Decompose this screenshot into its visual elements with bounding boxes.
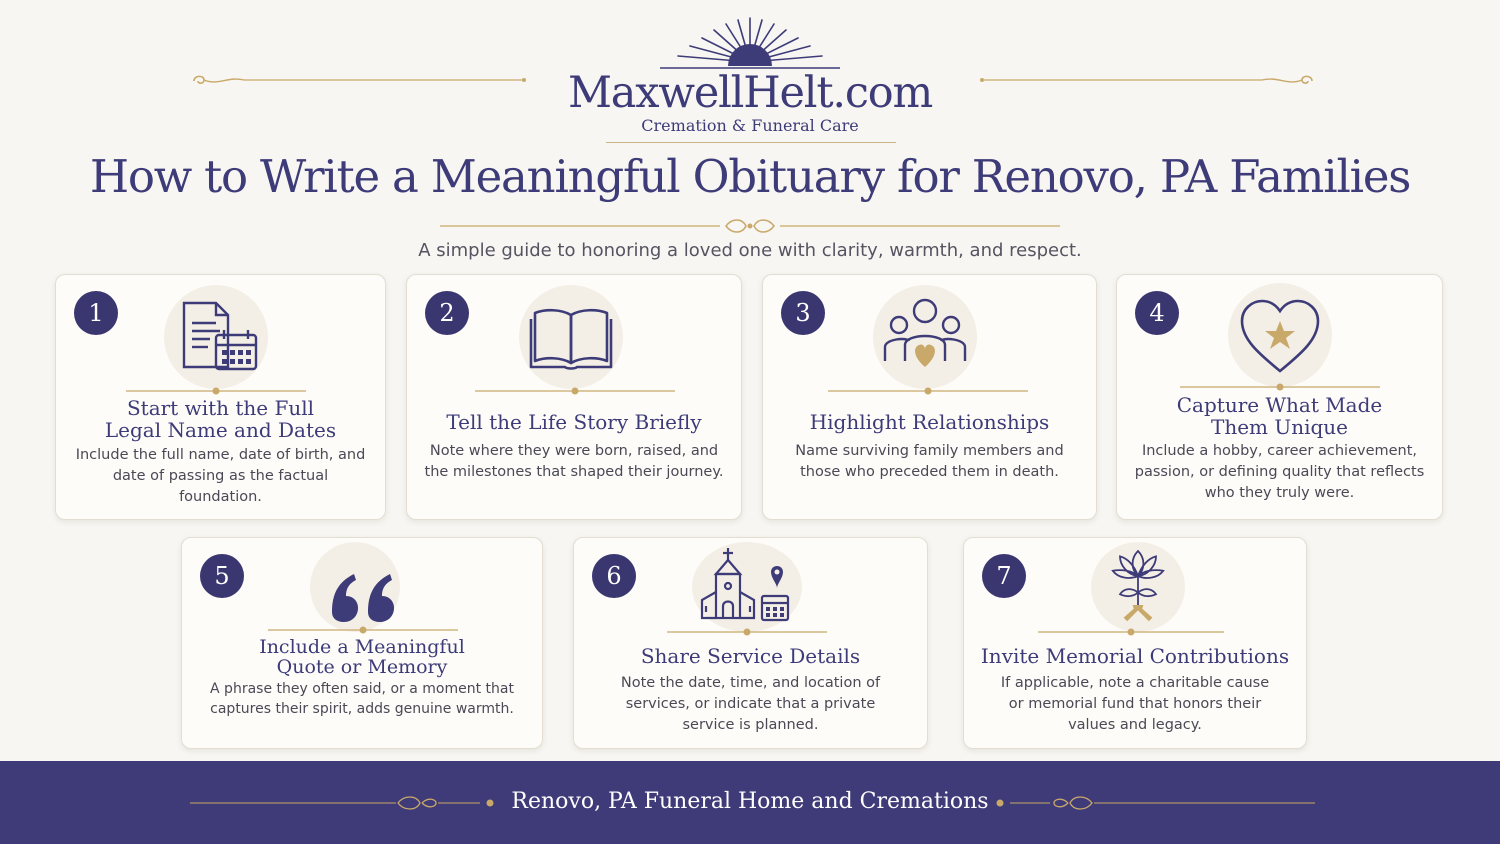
card-divider [126, 386, 306, 396]
step-number-badge: 1 [74, 291, 118, 335]
card-divider [268, 625, 458, 635]
quote-icon [310, 542, 400, 632]
flower-icon [1091, 542, 1185, 632]
footer-text: Renovo, PA Funeral Home and Cremations [511, 789, 989, 814]
footer-right-ornament [990, 793, 1320, 813]
brand-underline [606, 142, 896, 143]
header [0, 0, 1500, 270]
step-description: A phrase they often said, or a moment that captures their spirit, adds genuine warmth. [210, 681, 514, 717]
step-title: Highlight Relationships [809, 410, 1050, 434]
card-divider [828, 386, 1028, 396]
step-description: Include the full name, date of birth, and date of passing as the factual foundation. [75, 447, 366, 505]
step-title-line-2: Them Unique [1210, 415, 1349, 439]
step-number-badge: 5 [200, 554, 244, 598]
step-description: If applicable, note a charitable cause or memorial fund that honors their values and legacy. [1000, 675, 1270, 733]
title-divider-ornament [440, 216, 1060, 236]
step-title: Tell the Life Story Briefly [446, 410, 702, 434]
card-divider [1038, 627, 1224, 637]
right-flourish-ornament [978, 72, 1318, 90]
footer-banner [0, 761, 1500, 844]
brand-tagline: Cremation & Funeral Care [641, 116, 859, 135]
step-card-7 [963, 537, 1307, 749]
open-book-icon [519, 285, 623, 389]
page-subtitle: A simple guide to honoring a loved one with clarity, warmth, and respect. [418, 240, 1082, 261]
card-divider [1180, 382, 1380, 392]
step-number-badge: 6 [592, 554, 636, 598]
card-divider [475, 386, 675, 396]
step-card-3 [762, 274, 1097, 520]
step-title: Share Service Details [640, 644, 861, 668]
step-title: Invite Memorial Contributions [980, 644, 1290, 668]
family-heart-icon [873, 285, 977, 389]
step-title-line-1: Include a Meaningful [259, 636, 465, 658]
step-card-2 [406, 274, 742, 520]
step-number-badge: 2 [425, 291, 469, 335]
step-card-1 [55, 274, 386, 520]
step-description: Note where they were born, raised, and the milestones that shaped their journey. [424, 443, 724, 480]
page-title: How to Write a Meaningful Obituary for Renovo, PA Families [89, 150, 1411, 203]
step-number-badge: 4 [1135, 291, 1179, 335]
document-calendar-icon [164, 285, 268, 389]
card-divider [667, 627, 827, 637]
step-card-5 [181, 537, 543, 749]
step-number-badge: 3 [781, 291, 825, 335]
brand-name: MaxwellHelt.com [567, 68, 933, 118]
step-title [192, 637, 532, 677]
step-description: Include a hobby, career achievement, passion, or defining quality that reflects who they truly were. [1134, 443, 1425, 501]
step-card-4 [1116, 274, 1443, 520]
step-description: Note the date, time, and location of services, or indicate that a private service is planned. [620, 675, 881, 733]
step-description: Name surviving family members and those who preceded them in death. [795, 443, 1064, 480]
step-title [66, 397, 375, 441]
step-number-badge: 7 [982, 554, 1026, 598]
step-title-line-1: Capture What Made [1176, 393, 1383, 417]
step-card-6 [573, 537, 928, 749]
step-title-line-2: Quote or Memory [276, 656, 448, 678]
step-title-line-2: Legal Name and Dates [104, 418, 337, 442]
left-flourish-ornament [188, 72, 528, 90]
step-title [1127, 394, 1432, 438]
chapel-location-calendar-icon [692, 542, 802, 632]
heart-star-icon [1228, 283, 1332, 387]
step-title-line-1: Start with the Full [126, 396, 315, 420]
